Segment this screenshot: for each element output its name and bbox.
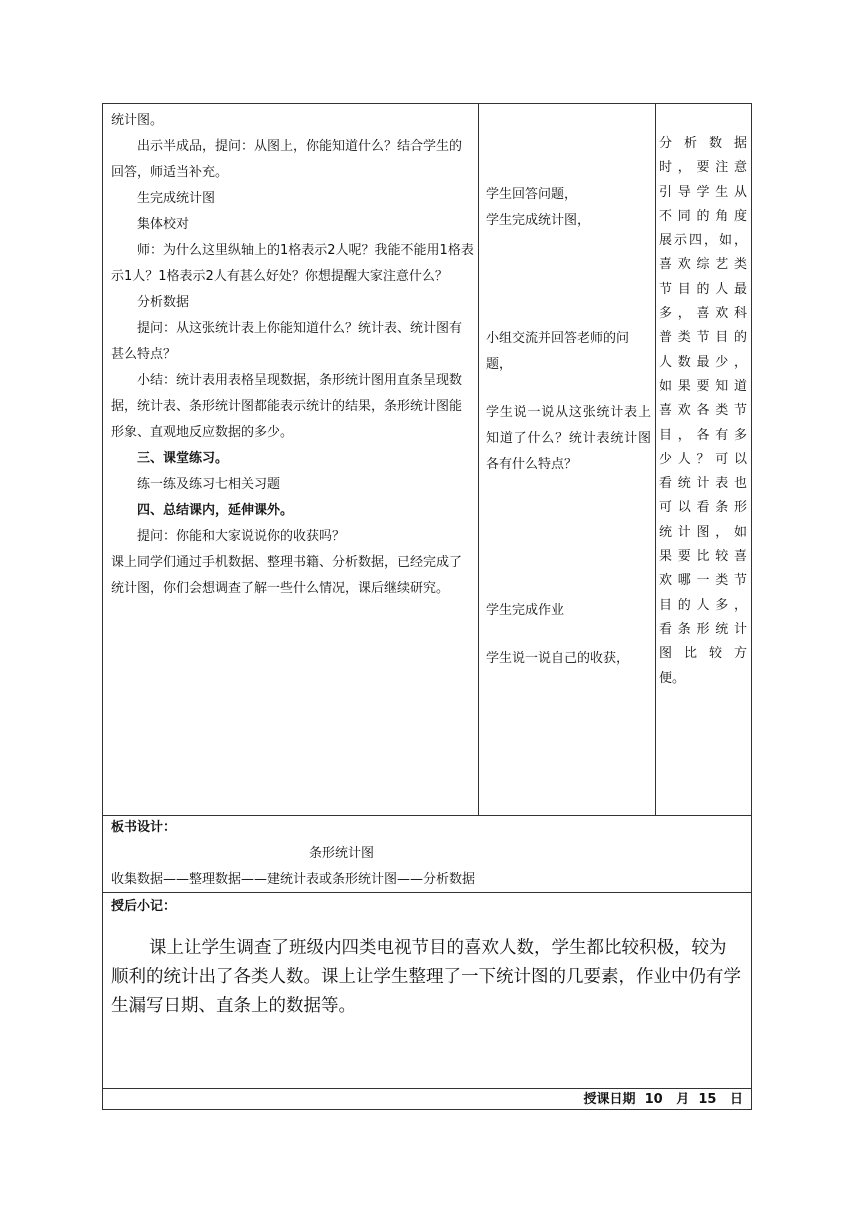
post-notes-label: 授后小记： <box>111 899 177 914</box>
process-para-8: 小结：统计表用表格呈现数据，条形统计图用直条呈现数据，统计表、条形统计图都能表示统计的结果，条形统计图能形象、直观地反应数据的多少。 <box>111 373 463 440</box>
note-line: 喜欢综艺类 <box>659 257 747 273</box>
process-para-7: 提问：从这张统计表上你能知道什么？统计表、统计图有甚么特点？ <box>111 321 463 362</box>
lesson-date-label: 授课日期 <box>583 1092 636 1107</box>
process-para-2: 出示半成品，提问：从图上，你能知道什么？结合学生的回答，师适当补充。 <box>111 139 463 180</box>
process-heading-summary: 四、总结课内，延伸课外。 <box>137 503 294 518</box>
note-line: 少人？可以 <box>659 451 747 467</box>
process-heading-practice: 三、课堂练习。 <box>137 451 229 466</box>
student-activity-text-6: 学生说一说自己的收获， <box>486 651 630 666</box>
process-para-1: 统计图。 <box>111 113 164 128</box>
student-activity-5 <box>486 646 651 672</box>
student-activity-2 <box>486 326 651 378</box>
student-activity-text-3: 小组交流并回答老师的问题， <box>486 331 630 372</box>
note-line: 多，喜欢科 <box>659 306 747 322</box>
post-notes-section <box>111 894 741 1021</box>
note-line: 人数最少， <box>659 354 747 370</box>
note-line: 喜欢各类节 <box>659 403 747 419</box>
board-design-label: 板书设计： <box>111 820 177 835</box>
note-line: 节目的人最 <box>659 281 747 297</box>
student-activity-text-5: 学生完成作业 <box>486 603 565 618</box>
process-para-10: 练一练及练习七相关习题 <box>137 477 281 492</box>
process-para-12: 提问：你能和大家说说你的收获吗？ <box>137 529 346 544</box>
column-divider-2 <box>655 104 656 815</box>
process-para-6: 分析数据 <box>137 295 190 310</box>
note-line: 统计图，如 <box>659 524 747 540</box>
lesson-date-day: 15 <box>698 1092 717 1107</box>
note-line: 时，要注意 <box>659 160 747 176</box>
board-design-section <box>111 815 741 893</box>
note-line: 可以看条形 <box>659 500 747 516</box>
process-para-4: 集体校对 <box>137 217 190 232</box>
note-line: 普类节目的 <box>659 330 747 346</box>
student-activity-3 <box>486 400 651 478</box>
lesson-plan-table <box>102 103 752 1110</box>
note-line: 目的人多， <box>659 597 747 613</box>
lesson-date-month: 10 <box>644 1092 663 1107</box>
board-design-flow: 收集数据——整理数据——建统计表或条形统计图——分析数据 <box>111 872 476 887</box>
lesson-date-month-unit: 月 <box>676 1092 690 1107</box>
process-para-5: 师：为什么这里纵轴上的1格表示2人呢？我能不能用1格表示1人？1格表示2人有甚么好处？你想提醒大家注意什么？ <box>111 243 474 284</box>
note-line: 如果要知道 <box>659 378 747 394</box>
note-line: 看统计表也 <box>659 476 747 492</box>
teaching-process-cell <box>111 108 474 602</box>
note-line: 图比较方 <box>659 646 747 662</box>
lesson-date-day-unit: 日 <box>729 1092 743 1107</box>
process-para-3: 生完成统计图 <box>137 191 216 206</box>
note-line: 欢哪一类节 <box>659 573 747 589</box>
row-divider-footer <box>103 1088 751 1089</box>
student-activity-text-2: 学生完成统计图， <box>486 213 591 228</box>
process-para-13: 课上同学们通过手机数据、整理书籍、分析数据，已经完成了统计图，你们会想调查了解一些什么情况，课后继续研究。 <box>111 555 463 596</box>
student-activity-text-4: 学生说一说从这张统计表上知道了什么？统计表统计图各有什么特点？ <box>486 405 651 472</box>
note-line: 目，各有多 <box>659 427 747 443</box>
student-activity-1 <box>486 182 651 234</box>
board-design-title: 条形统计图 <box>309 846 375 861</box>
student-activity-text-1: 学生回答问题， <box>486 187 578 202</box>
note-line: 引导学生从 <box>659 184 747 200</box>
note-line: 不同的角度 <box>659 208 747 224</box>
note-line: 分析数据 <box>659 136 747 151</box>
lesson-date <box>583 1091 743 1109</box>
note-line: 看条形统计 <box>659 621 747 637</box>
design-notes-cell <box>659 132 747 691</box>
student-activity-4 <box>486 598 651 624</box>
note-line: 果要比较喜 <box>659 549 747 565</box>
note-line: 便。 <box>659 670 686 686</box>
column-divider-1 <box>478 104 479 815</box>
post-notes-text: 课上让学生调查了班级内四类电视节目的喜欢人数，学生都比较积极，较为顺利的统计出了各类人数。课上让学生整理了一下统计图的几要素，作业中仍有学生漏写日期、直条上的数据等。 <box>111 938 741 1016</box>
note-line: 展示四，如， <box>659 233 747 249</box>
